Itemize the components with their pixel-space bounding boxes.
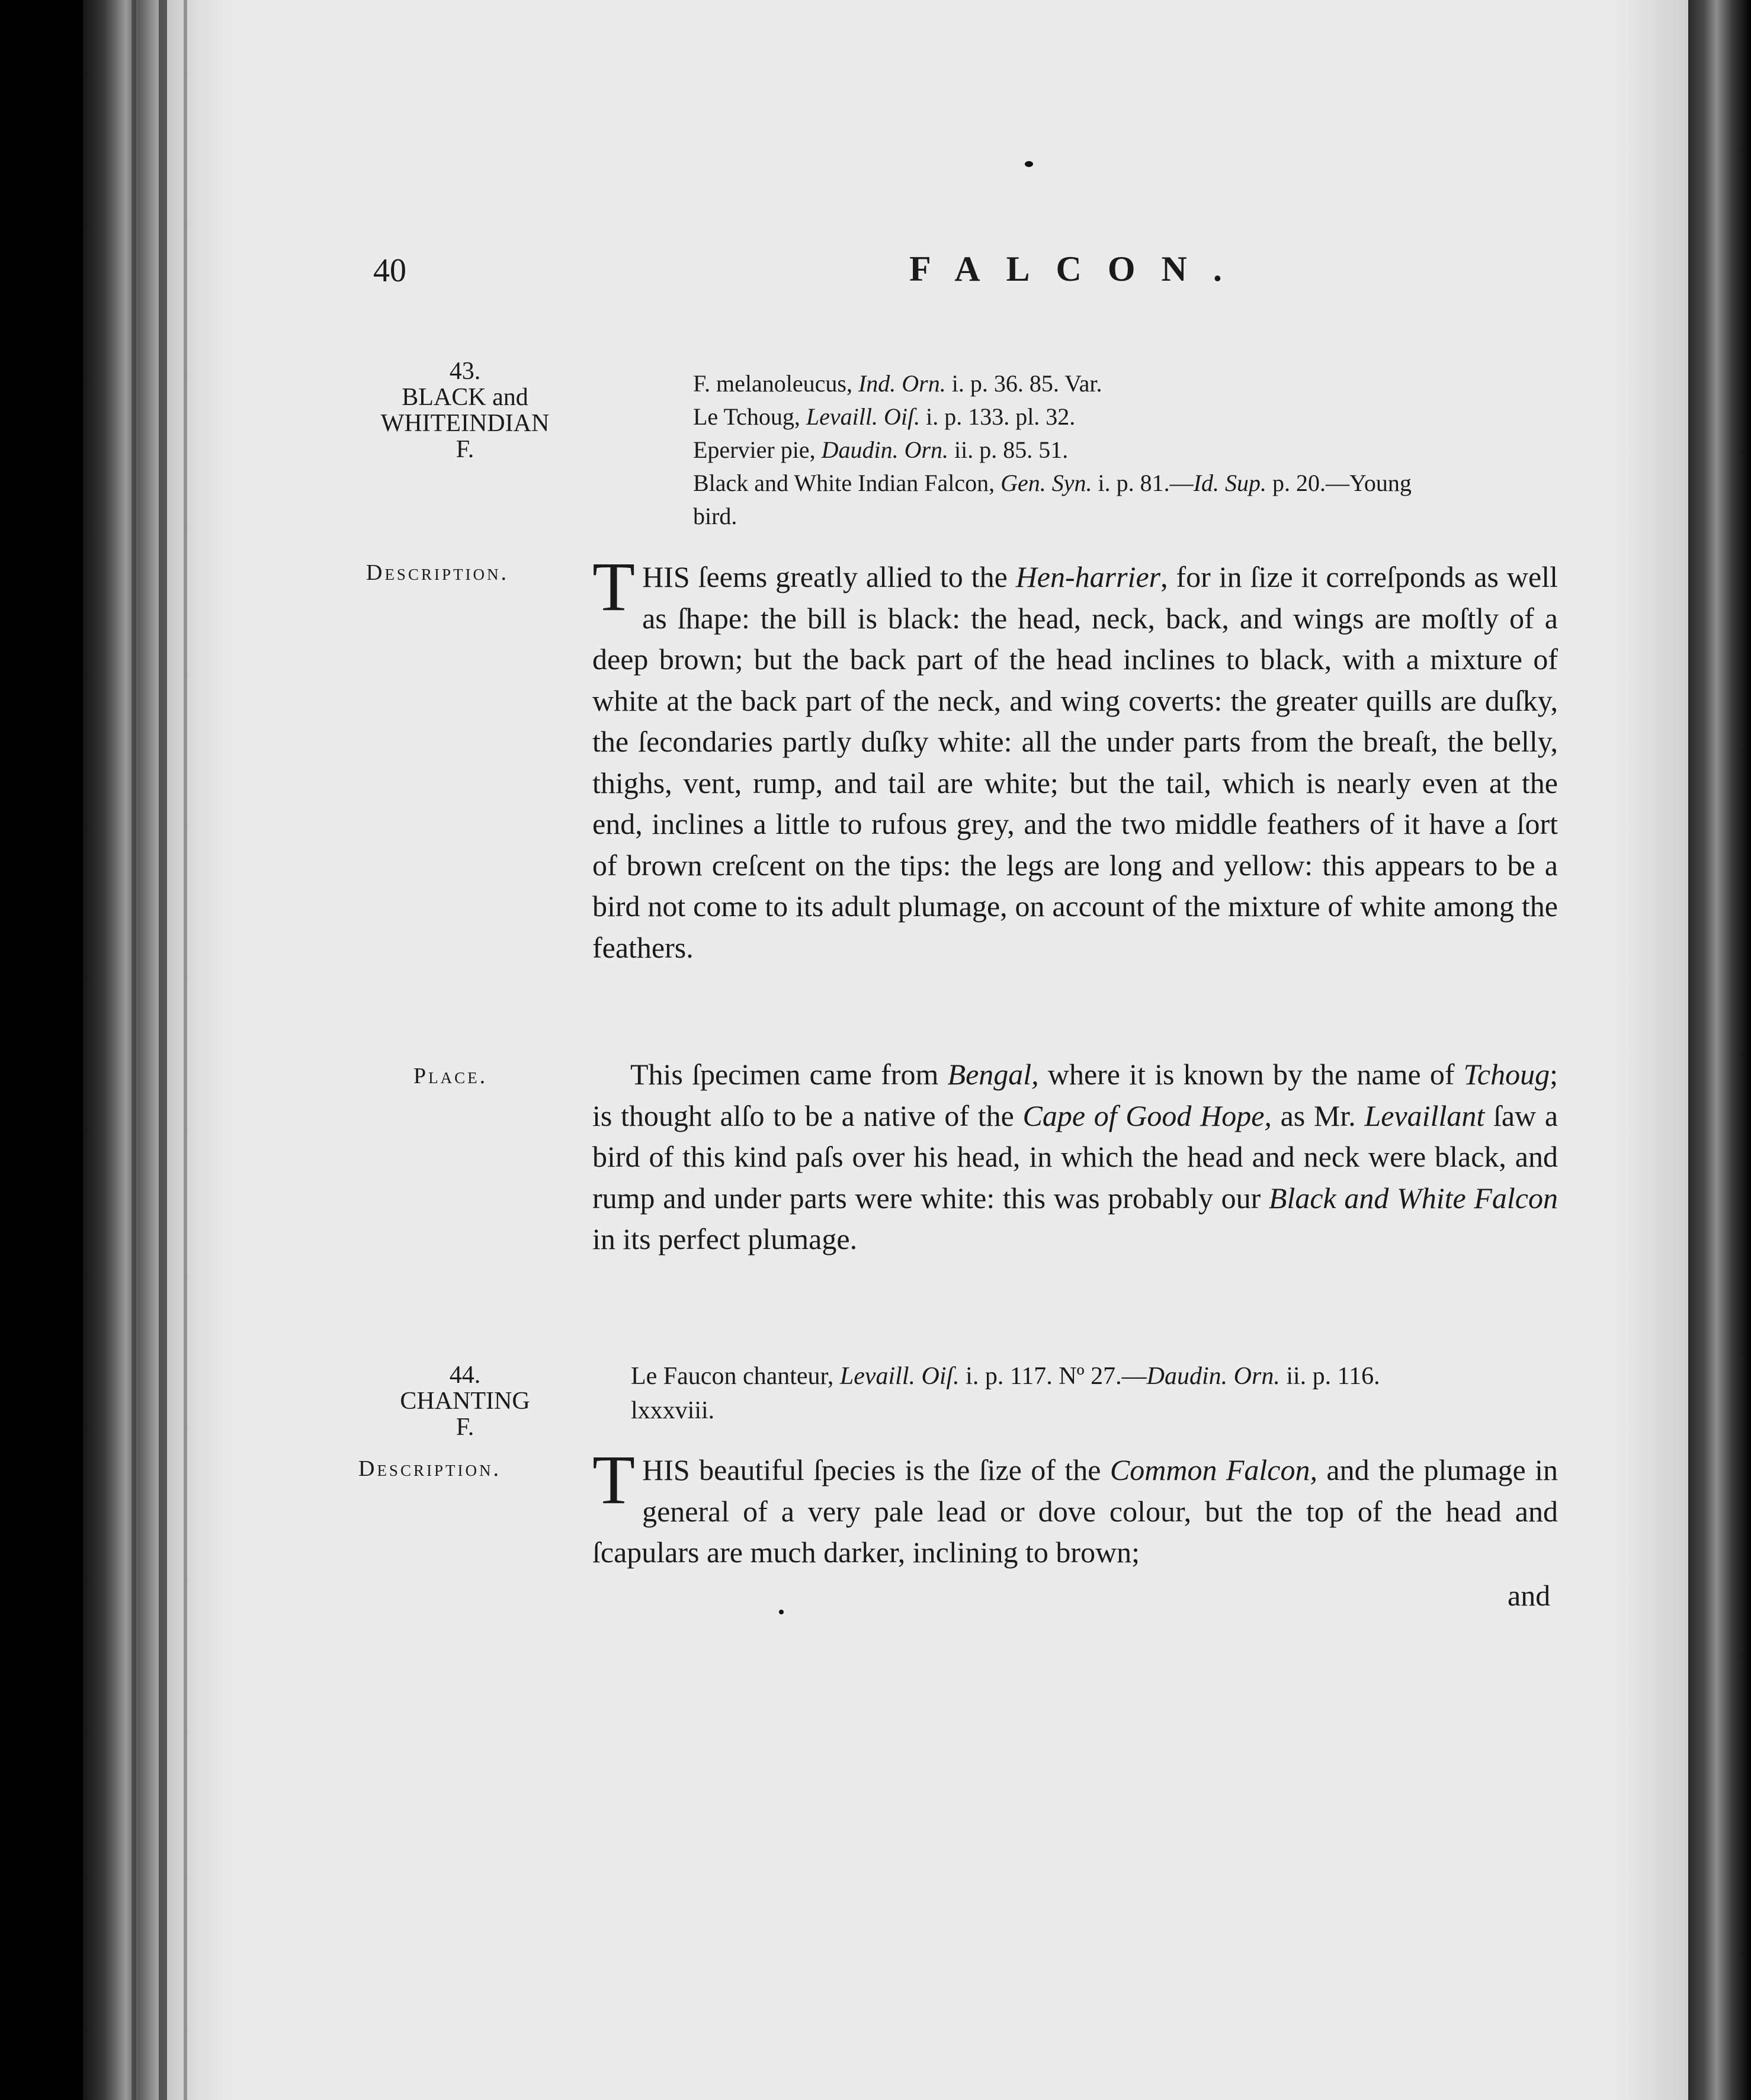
description-paragraph: THIS ſeems greatly allied to the Hen-harrier, for in ſize it correſponds as well as ſhape: the bill is black: the head, neck, back, and wings are moſtly of a deep brown; but the back part of the head inclines to black, with a mixture of white at the back part of the neck, and wing coverts: the greater quills are duſky, the ſecondaries partly duſky white: all the under parts from the breaſt, the belly, thighs, vent, rump, and tail are white; but the tail, which is nearly even at the end, inclines a little to rufous grey, and the two middle feathers of it have a ſort of brown creſcent on the tips: the legs are long and yellow: this appears to be a bird not come to its adult plumage, on account of the mixture of white among the feathers. bbox=[592, 548, 1558, 964]
description-paragraph: THIS beautiful ſpecies is the ſize of the Common Falcon, and the plumage in general of a very pale lead or dove colour, but the top of the head and ſcapulars are much darker, inclining to brown; bbox=[592, 1441, 1558, 1569]
running-title: FALCON. bbox=[909, 249, 1248, 288]
entry-name: CHANTING bbox=[400, 1388, 530, 1415]
entry-side-heading bbox=[355, 1362, 575, 1440]
entry-side-heading bbox=[355, 358, 575, 463]
page-edge-shadow bbox=[1611, 0, 1688, 2100]
book-page bbox=[89, 0, 1688, 2100]
entry-name: F. bbox=[456, 436, 474, 464]
synonym-line: Epervier pie, Daudin. Orn. ii. p. 85. 51. bbox=[693, 436, 1069, 463]
synonym-line: lxxxviii. bbox=[631, 1397, 715, 1424]
gutter-line bbox=[159, 0, 167, 2100]
place-label: Place. bbox=[413, 1064, 488, 1088]
synonym-line: bird. bbox=[693, 503, 737, 529]
entry-name: F. bbox=[456, 1414, 474, 1441]
synonym-line: Black and White Indian Falcon, Gen. Syn. i. p. 81.—Id. Sup. p. 20.—Young bbox=[693, 470, 1412, 496]
synonym-line: Le Tchoug, Levaill. Oiſ. i. p. 133. pl. 32. bbox=[693, 403, 1076, 430]
synonym-line: F. melanoleucus, Ind. Orn. i. p. 36. 85. Var. bbox=[693, 370, 1102, 397]
page-number: 40 bbox=[373, 252, 406, 289]
synonym-list bbox=[693, 367, 1412, 533]
gutter-line bbox=[132, 0, 136, 2100]
description-label: Description. bbox=[366, 560, 509, 585]
entry-number: 44. bbox=[449, 1362, 481, 1389]
drop-cap: T bbox=[592, 1441, 636, 1518]
catchword: and bbox=[1508, 1579, 1551, 1612]
drop-cap: T bbox=[592, 548, 636, 625]
place-paragraph: This ſpecimen came from Bengal, where it is known by the name of Tchoug; is thought alſo to be a native of the Cape of Good Hope, as Mr. Levaillant ſaw a bird of this kind paſs over his head, in which the head and neck were black, and rump and under parts were white: this was probably our Black and White Falcon in its perfect plumage. bbox=[592, 1058, 1558, 1255]
gutter-line bbox=[184, 0, 187, 2100]
description-label: Description. bbox=[358, 1456, 501, 1481]
ink-speck bbox=[1025, 161, 1033, 167]
entry-name: BLACK and bbox=[402, 384, 528, 412]
ink-speck bbox=[779, 1610, 784, 1614]
synonym-line: Le Faucon chanteur, Levaill. Oiſ. i. p. 117. Nº 27.—Daudin. Orn. ii. p. 116. bbox=[631, 1363, 1380, 1390]
entry-number: 43. bbox=[449, 358, 481, 385]
synonym-list bbox=[631, 1359, 1380, 1428]
next-leaf-edge bbox=[1688, 0, 1751, 2100]
entry-name: WHITEINDIAN bbox=[380, 410, 550, 438]
